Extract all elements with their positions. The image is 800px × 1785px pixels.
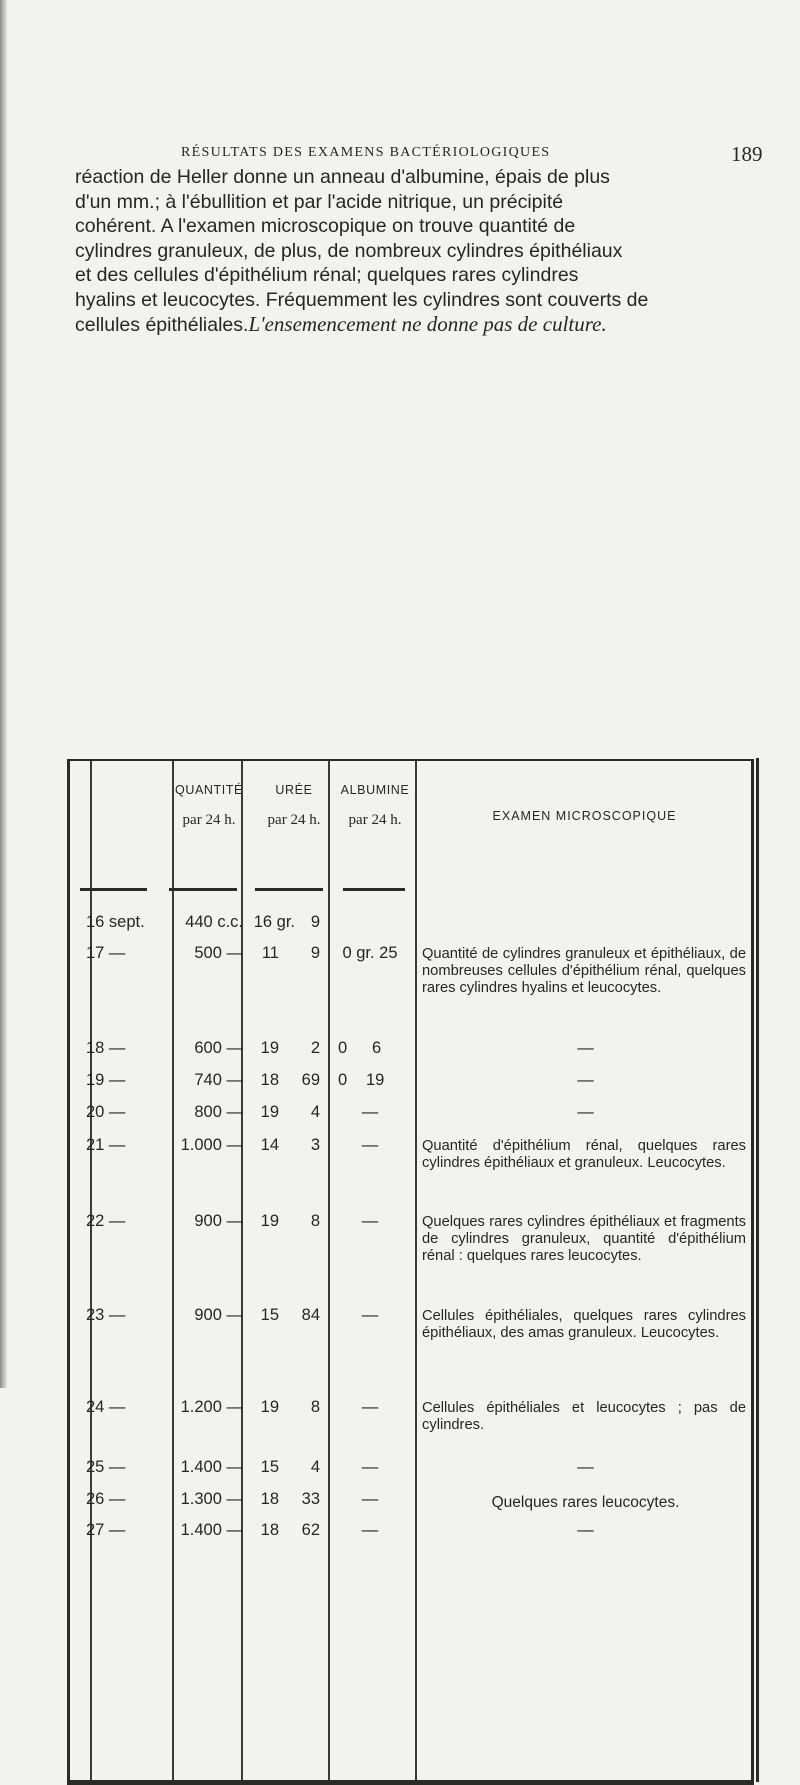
table-bottom-rule	[70, 1780, 751, 1782]
column-divider	[415, 761, 417, 1782]
cell-albumine: —	[361, 1490, 379, 1508]
cell-uree-decimal: 62	[301, 1521, 320, 1539]
cell-albumine: —	[361, 1458, 379, 1476]
running-head	[0, 143, 800, 167]
cell-uree-decimal: 9	[310, 944, 320, 962]
cell-albumine: 0 gr. 25	[342, 944, 398, 962]
cell-date: 26 —	[86, 1490, 126, 1508]
header-quantite	[160, 783, 258, 829]
cell-uree-grams: 18	[260, 1071, 279, 1089]
cell-albumine-grams: 0	[338, 1071, 348, 1089]
cell-albumine: —	[361, 1521, 379, 1539]
table-outer-right-rule	[756, 758, 759, 1782]
header-uree-unit: par 24 h.	[267, 812, 321, 828]
cell-quantity: 1.200 —	[180, 1398, 243, 1416]
cell-uree-grams: 16 gr.	[253, 913, 295, 931]
cell-albumine-decimal: 19	[366, 1071, 385, 1089]
cell-quantity: 600 —	[194, 1039, 243, 1057]
intro-paragraph	[75, 165, 765, 338]
intro-last-italic: L'ensemencement ne donne pas de culture.	[248, 312, 607, 336]
cell-uree-grams: 11	[261, 944, 279, 962]
cell-uree-decimal: 4	[310, 1458, 320, 1476]
cell-quantity: 500 —	[194, 944, 243, 962]
column-divider	[328, 761, 330, 1782]
cell-uree-grams: 19	[260, 1039, 279, 1057]
page-number: 189	[731, 142, 763, 166]
cell-uree-decimal: 4	[310, 1103, 320, 1121]
cell-uree-grams: 18	[260, 1490, 279, 1508]
header-uree-label: URÉE	[275, 783, 313, 797]
cell-examen: Cellules épithéliales, quelques rares cylindres épithéliaux, des amas granuleux. Leucocytes.	[422, 1308, 746, 1341]
cell-albumine-grams: 0	[338, 1039, 348, 1057]
intro-line: hyalins et leucocytes. Fréquemment les cylindres sont couverts de	[75, 288, 649, 311]
cell-uree-grams: 19	[260, 1103, 279, 1121]
cell-examen: —	[577, 1458, 594, 1476]
header-albumine-label: ALBUMINE	[340, 783, 410, 797]
results-table	[67, 759, 754, 1785]
header-underline	[80, 888, 405, 891]
cell-uree-grams: 14	[260, 1136, 279, 1154]
cell-uree-decimal: 84	[301, 1306, 320, 1324]
header-quantite-unit: par 24 h.	[182, 812, 236, 828]
cell-examen: —	[577, 1103, 594, 1121]
cell-examen: Quelques rares leucocytes.	[491, 1494, 680, 1511]
header-examen-label: EXAMEN MICROSCOPIQUE	[492, 809, 677, 823]
header-quantite-label: QUANTITÉ	[175, 783, 243, 797]
cell-uree-decimal: 9	[310, 913, 320, 931]
cell-date: 18 —	[86, 1039, 126, 1057]
intro-last-plain: cellules épithéliales.	[75, 314, 249, 336]
cell-examen: —	[577, 1039, 594, 1057]
header-albumine	[332, 783, 418, 829]
intro-line: et des cellules d'épithélium rénal; quelques rares cylindres	[75, 264, 579, 286]
cell-examen: Cellules épithéliales et leucocytes ; pas de cylindres.	[422, 1400, 746, 1433]
cell-quantity: 440 c.c.	[185, 913, 243, 931]
cell-quantity: 1.400 —	[180, 1458, 243, 1476]
cell-uree-decimal: 2	[310, 1039, 320, 1057]
header-examen	[422, 809, 747, 823]
cell-uree-decimal: 69	[301, 1071, 320, 1089]
cell-albumine: —	[361, 1103, 379, 1121]
cell-uree-decimal: 3	[310, 1136, 320, 1154]
cell-uree-grams: 15	[260, 1458, 279, 1476]
cell-uree-grams: 15	[260, 1306, 279, 1324]
intro-line: d'un mm.; à l'ébullition et par l'acide nitrique, un précipité	[75, 190, 564, 213]
cell-examen: —	[577, 1521, 594, 1539]
cell-quantity: 1.400 —	[180, 1521, 243, 1539]
cell-uree-decimal: 8	[310, 1212, 320, 1230]
page-binding-edge	[0, 0, 7, 1388]
cell-uree-grams: 19	[260, 1212, 279, 1230]
cell-uree-decimal: 8	[310, 1398, 320, 1416]
cell-albumine: —	[361, 1398, 379, 1416]
cell-date: 22 —	[86, 1212, 126, 1230]
cell-examen: Quelques rares cylindres épithéliaux et fragments de cylindres granuleux, quantité d'épithélium rénal : quelques rares leucocytes.	[422, 1214, 746, 1264]
cell-date: 16 sept.	[86, 913, 145, 931]
cell-examen: —	[577, 1071, 594, 1089]
cell-quantity: 900 —	[194, 1212, 243, 1230]
intro-line: cohérent. A l'examen microscopique on trouve quantité de	[75, 215, 576, 237]
cell-albumine: —	[361, 1212, 379, 1230]
cell-date: 25 —	[86, 1458, 126, 1476]
cell-uree-grams: 18	[260, 1521, 279, 1539]
cell-date: 24 —	[86, 1398, 126, 1416]
cell-albumine-decimal: 6	[372, 1039, 382, 1057]
cell-date: 23 —	[86, 1306, 126, 1324]
cell-date: 20 —	[86, 1103, 126, 1121]
cell-quantity: 900 —	[194, 1306, 243, 1324]
cell-quantity: 1.300 —	[180, 1490, 243, 1508]
cell-date: 21 —	[86, 1136, 126, 1154]
cell-uree-grams: 19	[260, 1398, 279, 1416]
cell-examen: Quantité de cylindres granuleux et épithéliaux, de nombreuses cellules d'épithélium rénal, quelques rares cylindres hyalins et leucocytes.	[422, 946, 746, 996]
cell-uree-decimal: 33	[301, 1490, 320, 1508]
cell-quantity: 800 —	[194, 1103, 243, 1121]
cell-albumine: —	[361, 1136, 379, 1154]
intro-line: réaction de Heller donne un anneau d'albumine, épais de plus	[75, 166, 610, 188]
cell-date: 19 —	[86, 1071, 126, 1089]
cell-date: 27 —	[86, 1521, 126, 1539]
cell-date: 17 —	[86, 944, 126, 962]
cell-examen: Quantité d'épithélium rénal, quelques rares cylindres épithéliaux et granuleux. Leucocytes.	[422, 1138, 746, 1171]
intro-last-line	[75, 312, 765, 338]
cell-quantity: 1.000 —	[180, 1136, 243, 1154]
intro-line: cylindres granuleux, de plus, de nombreux cylindres épithéliaux	[75, 239, 623, 262]
header-uree	[246, 783, 342, 829]
cell-quantity: 740 —	[194, 1071, 243, 1089]
cell-albumine: —	[361, 1306, 379, 1324]
running-head-title: RÉSULTATS DES EXAMENS BACTÉRIOLOGIQUES	[181, 145, 551, 160]
header-albumine-unit: par 24 h.	[348, 812, 402, 828]
